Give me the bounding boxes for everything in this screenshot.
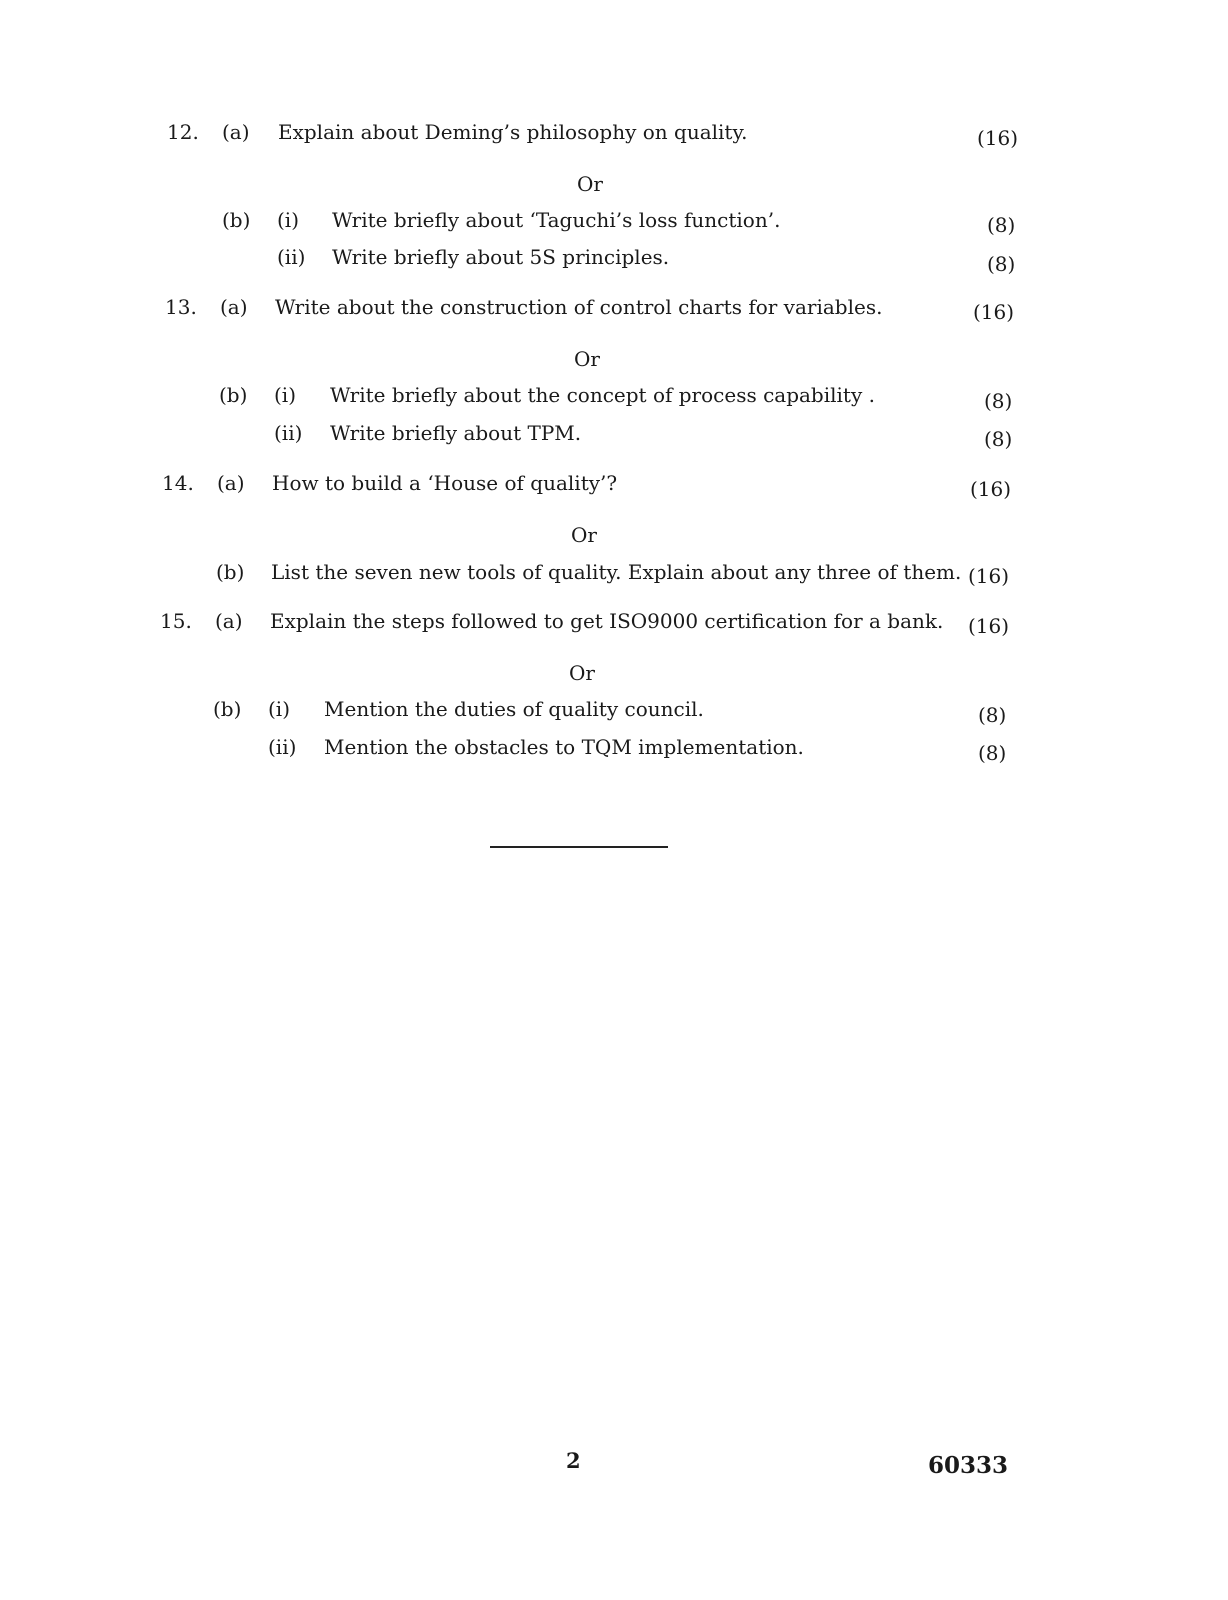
- question-text: Explain about Deming’s philosophy on quality.: [278, 120, 748, 144]
- question-text: List the seven new tools of quality. Explain about any three of them.: [271, 560, 962, 584]
- part-label: (a): [220, 295, 248, 319]
- marks: (16): [970, 477, 1012, 501]
- question-text: Write briefly about the concept of process capability .: [330, 383, 875, 407]
- part-label: (b): [219, 383, 248, 407]
- part-label: (a): [222, 120, 250, 144]
- or-separator: Or: [569, 661, 595, 685]
- question-text: Write briefly about 5S principles.: [332, 245, 670, 269]
- marks: (8): [987, 252, 1016, 276]
- sub-label: (i): [277, 208, 300, 232]
- question-number: 14.: [162, 471, 194, 495]
- question-text: Write briefly about TPM.: [330, 421, 582, 445]
- or-separator: Or: [574, 347, 600, 371]
- or-separator: Or: [571, 523, 597, 547]
- question-number: 15.: [160, 609, 192, 633]
- paper-code: 60333: [928, 1452, 1009, 1479]
- or-separator: Or: [577, 172, 603, 196]
- marks: (16): [968, 564, 1010, 588]
- part-label: (b): [213, 697, 242, 721]
- question-number: 12.: [167, 120, 199, 144]
- end-rule: [490, 846, 668, 848]
- part-label: (a): [217, 471, 245, 495]
- question-text: Explain the steps followed to get ISO9000 certification for a bank.: [270, 609, 944, 633]
- marks: (8): [987, 213, 1016, 237]
- question-text: Mention the obstacles to TQM implementation.: [324, 735, 804, 759]
- marks: (16): [977, 126, 1019, 150]
- sub-label: (ii): [268, 735, 297, 759]
- sub-label: (ii): [277, 245, 306, 269]
- sub-label: (i): [268, 697, 291, 721]
- question-text: Mention the duties of quality council.: [324, 697, 704, 721]
- part-label: (b): [216, 560, 245, 584]
- sub-label: (i): [274, 383, 297, 407]
- page-number: 2: [566, 1448, 581, 1473]
- marks: (8): [984, 427, 1013, 451]
- marks: (16): [968, 614, 1010, 638]
- question-number: 13.: [165, 295, 197, 319]
- question-text: How to build a ‘House of quality’?: [272, 471, 618, 495]
- sub-label: (ii): [274, 421, 303, 445]
- marks: (8): [978, 703, 1007, 727]
- marks: (8): [984, 389, 1013, 413]
- marks: (8): [978, 741, 1007, 765]
- question-text: Write about the construction of control charts for variables.: [275, 295, 883, 319]
- marks: (16): [973, 300, 1015, 324]
- question-text: Write briefly about ‘Taguchi’s loss function’.: [332, 208, 781, 232]
- part-label: (a): [215, 609, 243, 633]
- part-label: (b): [222, 208, 251, 232]
